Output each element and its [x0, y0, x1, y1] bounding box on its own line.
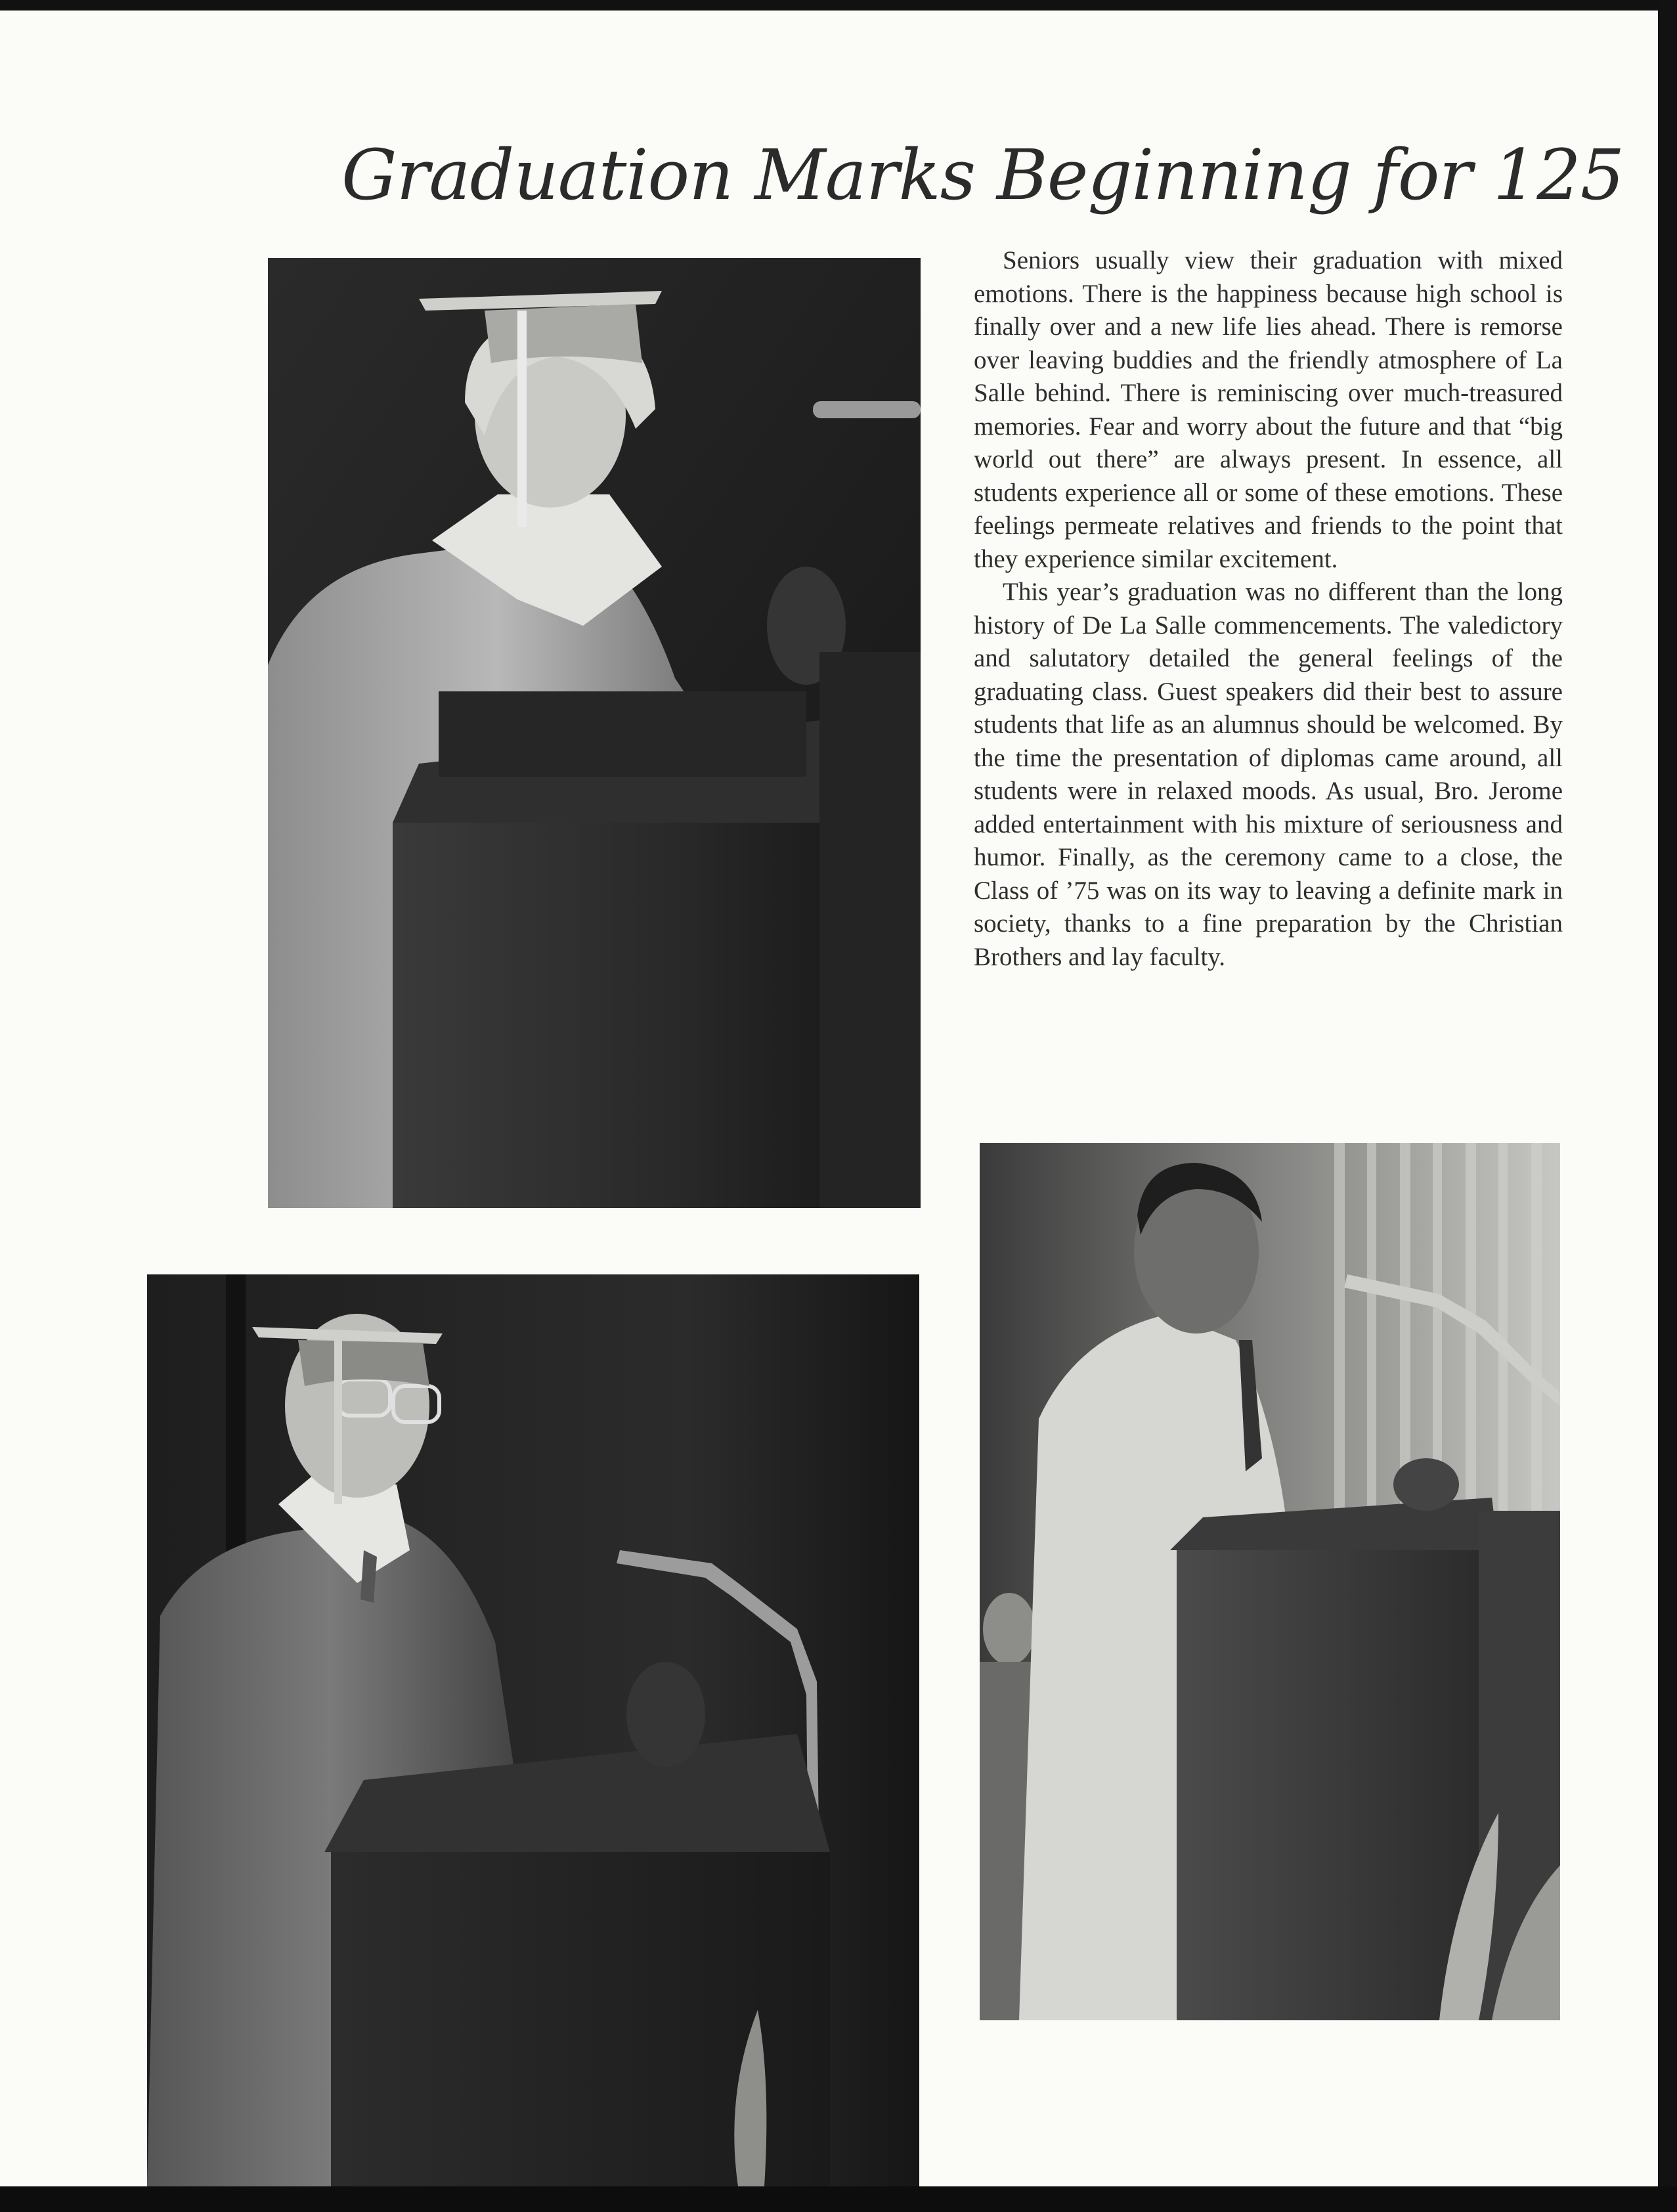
scan-border-right	[1658, 0, 1677, 2212]
scan-border-top	[0, 0, 1677, 11]
photo-graduate-dark-gown	[147, 1274, 919, 2186]
article-body	[974, 244, 1563, 974]
article-paragraph: This year’s graduation was no different than the long history of De La Salle commencements. The valedictory and salutatory detailed the general feelings of the graduating class. Guest speakers did their best to assure students that life as an alumnus should be welcomed. By the time the presentation of diplomas came around, all students were in relaxed moods. As usual, Bro. Jerome added entertainment with his mixture of seriousness and humor. Finally, as the ceremony came to a close, the Class of ’75 was on its way to leaving a definite mark in society, thanks to a fine preparation by the Christian Brothers and lay faculty.	[974, 578, 1563, 971]
article-paragraph: Seniors usually view their graduation with mixed emotions. There is the happiness because high school is finally over and a new life lies ahead. There is remorse over leaving buddies and the friendly atmosphere of La Salle behind. There is reminiscing over much-treasured memories. Fear and worry about the future and that “big world out there” are always present. In essence, all students experience all or some of these emotions. These feelings permeate relatives and friends to the point that they experience similar excitement.	[974, 246, 1563, 573]
scan-border-bottom	[0, 2186, 1677, 2212]
photo-graduate-light-gown	[268, 258, 921, 1208]
page-title: Graduation Marks Beginning for 125	[341, 135, 1624, 215]
photo-guest-speaker	[980, 1143, 1560, 2020]
